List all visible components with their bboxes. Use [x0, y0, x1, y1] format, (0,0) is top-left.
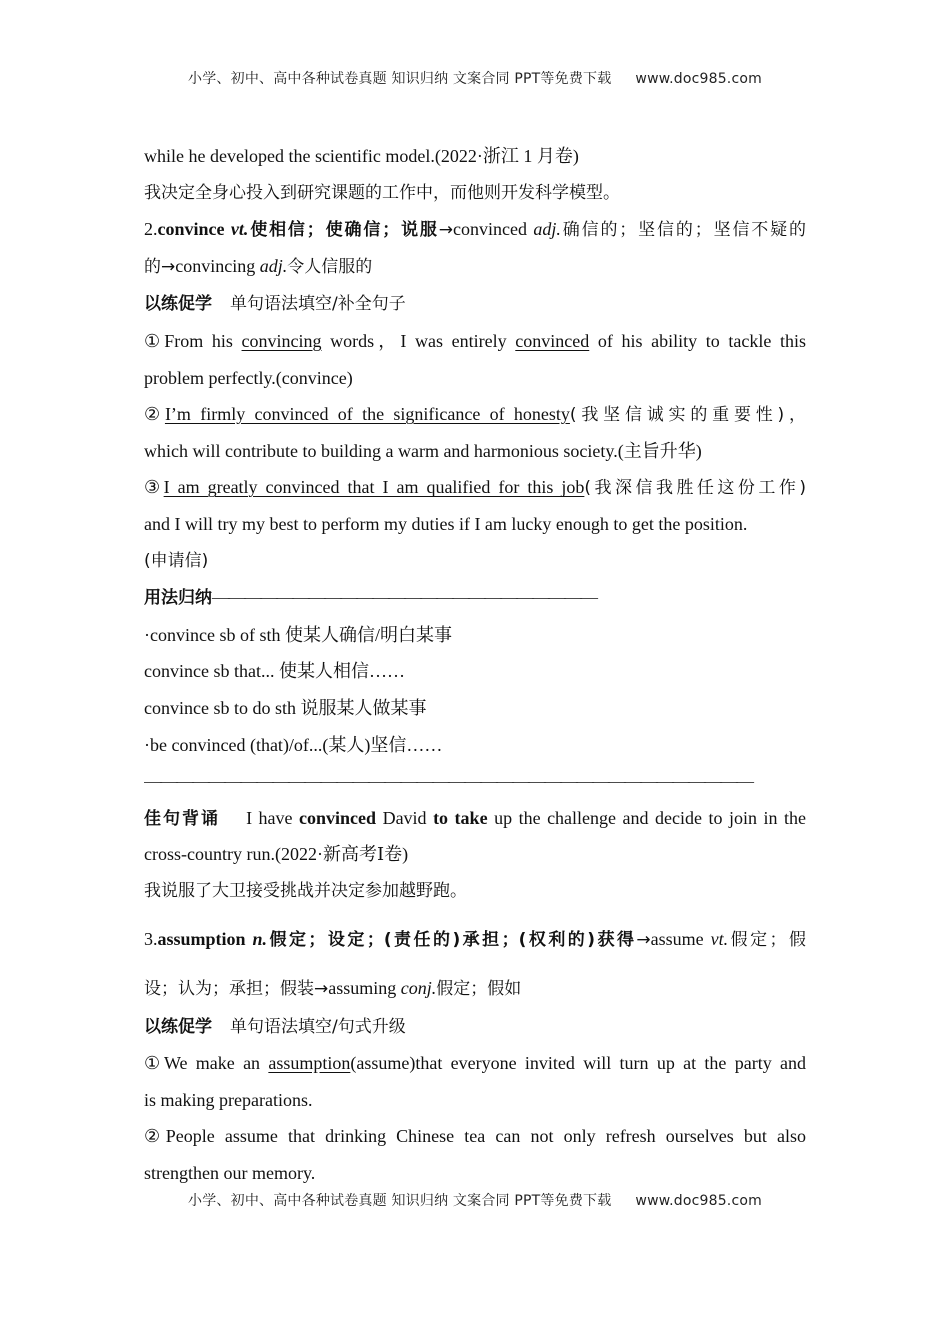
translation-line: 我决定全身心投入到研究课题的工作中，而他则开发科学模型。 — [144, 182, 620, 203]
practice-label-row: 以练促学 单句语法填空/补全句子 — [144, 294, 406, 315]
usage-heading: 用法归纳———————————————————————— — [144, 587, 596, 609]
key-sentence-translation: 我说服了大卫接受挑战并决定参加越野跑。 — [144, 880, 467, 901]
header-url[interactable]: www.doc985.com — [635, 71, 762, 87]
footer-url[interactable]: www.doc985.com — [635, 1193, 762, 1209]
document-body — [144, 138, 806, 1192]
exercise-3-cont: and I will try my best to perform my duties if I am lucky enough to get the position. — [144, 513, 748, 534]
usage-item: ·convince sb of sth 使某人确信/明白某事 — [144, 624, 452, 645]
answer-blank: I’m firmly convinced of the significance of honesty — [164, 404, 570, 425]
entry-convince-heading: 2.convince vt.使相信；使确信；说服→convinced adj.确信的；坚信的；坚信不疑的 — [144, 219, 806, 241]
entry-convince-heading-cont: 的→convincing adj.令人信服的 — [144, 255, 373, 277]
answer-blank: assumption — [268, 1053, 351, 1074]
answer-blank: I am greatly convinced that I am qualified for this job — [163, 477, 585, 498]
answer-blank: convincing — [241, 330, 322, 351]
entry-assumption-heading-cont: 设；认为；承担；假装→assuming conj.假定；假如 — [144, 978, 522, 1000]
exercise-2: ②I’m firmly convinced of the significance of honesty(我坚信诚实的重要性)， — [144, 404, 806, 426]
exercise-1: ①We make an assumption(assume)that everyone invited will turn up at the party and — [144, 1053, 806, 1074]
page-footer: 小学、初中、高中各种试卷真题 知识归纳 文案合同 PPT等免费下载 www.doc985.com — [188, 1193, 762, 1209]
exercise-2: ②People assume that drinking Chinese tea can not only refresh ourselves but also — [144, 1126, 806, 1147]
usage-item: ·be convinced (that)/of...(某人)坚信…… — [144, 734, 443, 755]
exercise-1-cont: problem perfectly.(convince) — [144, 367, 353, 388]
usage-item: convince sb to do sth 说服某人做某事 — [144, 697, 427, 718]
usage-item: convince sb that... 使某人相信…… — [144, 661, 405, 682]
exercise-1: ①From his convincing words，I was entirely convinced of his ability to tackle this — [144, 330, 806, 351]
exercise-3: ③I am greatly convinced that I am qualified for this job(我深信我胜任这份工作) — [144, 477, 806, 499]
entry-assumption-heading: 3.assumption n.假定；设定；(责任的)承担；(权利的)获得→assume vt.假定；假 — [144, 929, 806, 951]
exercise-2-cont: strengthen our memory. — [144, 1163, 316, 1184]
divider-line: —————————————————————————————————————— — [144, 771, 752, 792]
exercise-1-cont: is making preparations. — [144, 1089, 313, 1110]
key-sentence-cont: cross-country run.(2022·新高考Ⅰ卷) — [144, 844, 409, 865]
page-header: 小学、初中、高中各种试卷真题 知识归纳 文案合同 PPT等免费下载 www.doc985.com — [188, 71, 762, 87]
exercise-2-cont: which will contribute to building a warm and harmonious society.(主旨升华) — [144, 440, 702, 461]
key-sentence: 佳句背诵 I have convinced David to take up the challenge and decide to join in the — [144, 807, 806, 829]
practice-label-row: 以练促学 单句语法填空/句式升级 — [144, 1016, 406, 1037]
exercise-3-tag: (申请信) — [144, 550, 209, 571]
para-line: while he developed the scientific model.(2022·浙江 1 月卷) — [144, 146, 579, 166]
answer-blank: convinced — [515, 330, 590, 351]
